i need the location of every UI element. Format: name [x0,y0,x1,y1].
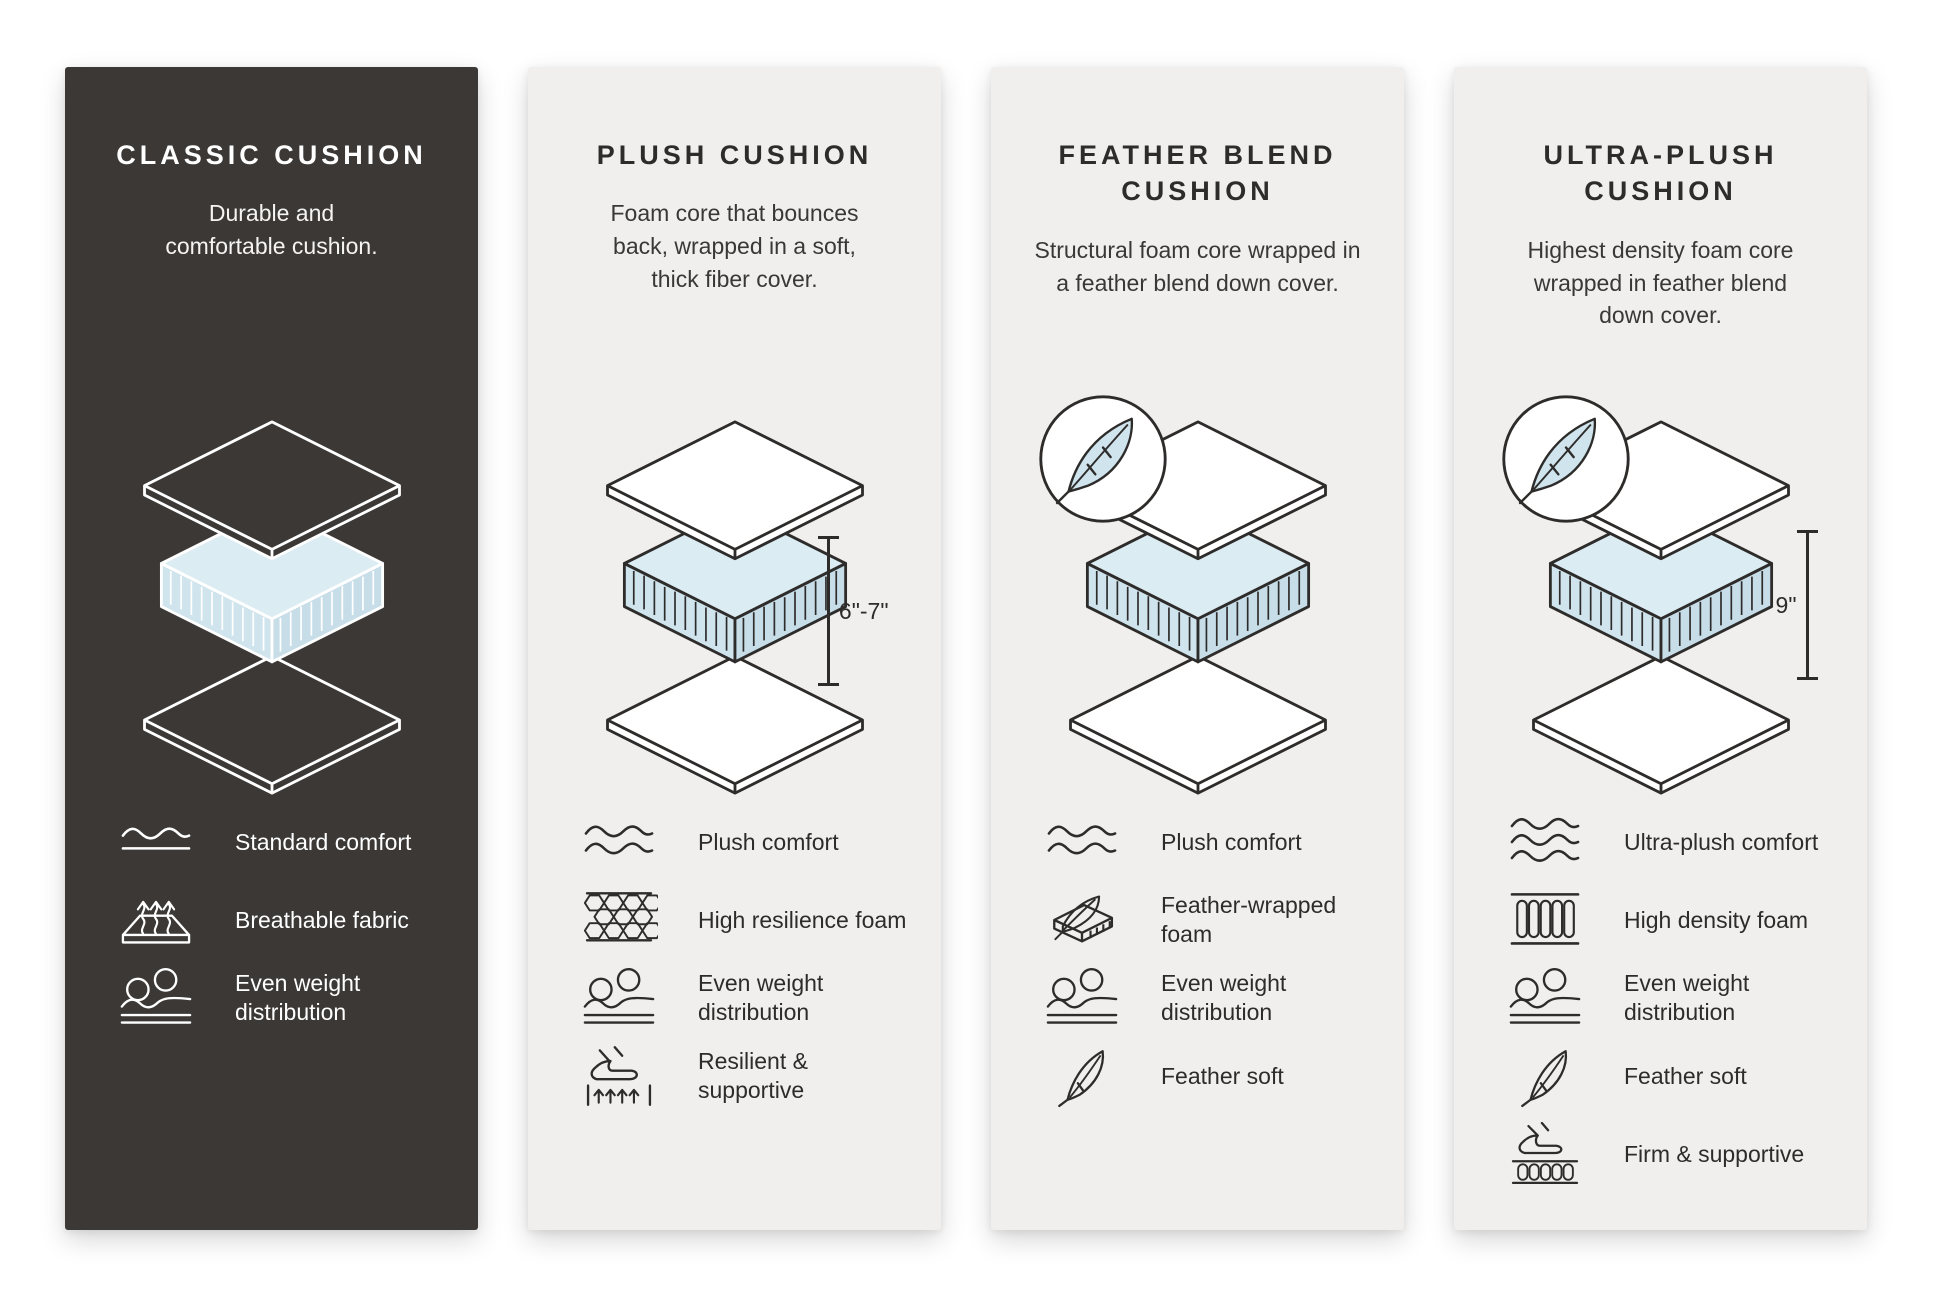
panel-plush-cushion [528,67,941,1230]
feature-label: Even weight distribution [235,970,361,1025]
feature-item [578,1044,919,1108]
panel-title: PLUSH CUSHION [596,140,873,170]
feature-label: Ultra-plush comfort [1624,828,1819,855]
panel-feather-blend-cushion [991,67,1404,1230]
wave-double-icon [1041,810,1123,874]
panel-classic-cushion [65,67,478,1230]
panel-description: Foam core that bounces back, wrapped in a soft, thick fiber cover. [610,200,859,292]
panel-description: Structural foam core wrapped in a feather blend down cover. [1034,236,1361,296]
feature-label: Feather soft [1624,1062,1747,1089]
coil-foam-icon [1504,888,1586,952]
wave-icon [115,810,197,874]
feature-label: High resilience foam [698,906,907,933]
feature-item [115,810,456,874]
feather-badge-icon [1499,392,1633,526]
feather-badge-icon [1036,392,1170,526]
feature-item [115,966,456,1030]
height-label: 6"-7" [838,597,889,624]
feature-label: Standard comfort [235,828,412,855]
feature-item [578,810,919,874]
feature-label: Even weight distribution [698,970,824,1025]
feature-item [115,888,456,952]
feather-icon [1504,1044,1586,1108]
measure-bracket [827,536,830,686]
feature-item [578,888,919,952]
panel-ultra-plush-cushion [1454,67,1867,1230]
feature-list [1454,810,1867,1186]
height-label: 9" [1775,591,1797,618]
hand-press-icon [578,1044,660,1108]
feature-label: Even weight distribution [1161,970,1287,1025]
cushion-diagram [585,418,889,798]
panel-title: CLASSIC CUSHION [116,140,427,170]
feature-label: Resilient & supportive [698,1048,808,1103]
feature-list [65,810,478,1030]
feature-item [578,966,919,1030]
feature-label: Plush comfort [698,828,839,855]
panel-description: Durable and comfortable cushion. [165,200,378,260]
panel-title: ULTRA-PLUSH CUSHION [1543,140,1778,207]
feature-list [528,810,941,1108]
feature-item [1504,966,1845,1030]
feature-label: High density foam [1624,906,1809,933]
even-weight-icon [1041,966,1123,1030]
feature-label: Feather soft [1161,1062,1284,1089]
panel-header [1454,67,1867,382]
cushion-diagram [122,418,422,798]
panel-header [528,67,941,382]
panel-description: Highest density foam core wrapped in feather blend down cover. [1527,236,1794,329]
feather-foam-icon [1041,888,1123,952]
feature-item [1504,1122,1845,1186]
even-weight-icon [1504,966,1586,1030]
cushion-diagram [1048,418,1348,798]
even-weight-icon [578,966,660,1030]
wave-double-icon [578,810,660,874]
feature-item [1504,888,1845,952]
layered-cushion-illustration [122,418,422,797]
feature-label: Even weight distribution [1624,970,1750,1025]
feature-item [1504,1044,1845,1108]
breathable-icon [115,888,197,952]
wave-triple-icon [1504,810,1586,874]
feature-label: Feather-wrapped foam [1161,892,1337,947]
panel-header [991,67,1404,382]
feature-label: Plush comfort [1161,828,1302,855]
height-measurement [827,536,889,686]
feature-item [1041,966,1382,1030]
feature-list [991,810,1404,1108]
cushion-diagram [1511,418,1811,798]
firm-support-icon [1504,1122,1586,1186]
feature-item [1041,810,1382,874]
feature-item [1041,1044,1382,1108]
feature-item [1041,888,1382,952]
measure-bracket [1806,530,1809,680]
feature-item [1504,810,1845,874]
height-measurement [1776,530,1809,680]
feature-label: Breathable fabric [235,906,409,933]
even-weight-icon [115,966,197,1030]
panel-title: FEATHER BLEND CUSHION [1058,140,1337,207]
feather-icon [1041,1044,1123,1108]
panel-header [65,67,478,382]
honeycomb-foam-icon [578,888,660,952]
feature-label: Firm & supportive [1624,1140,1805,1167]
